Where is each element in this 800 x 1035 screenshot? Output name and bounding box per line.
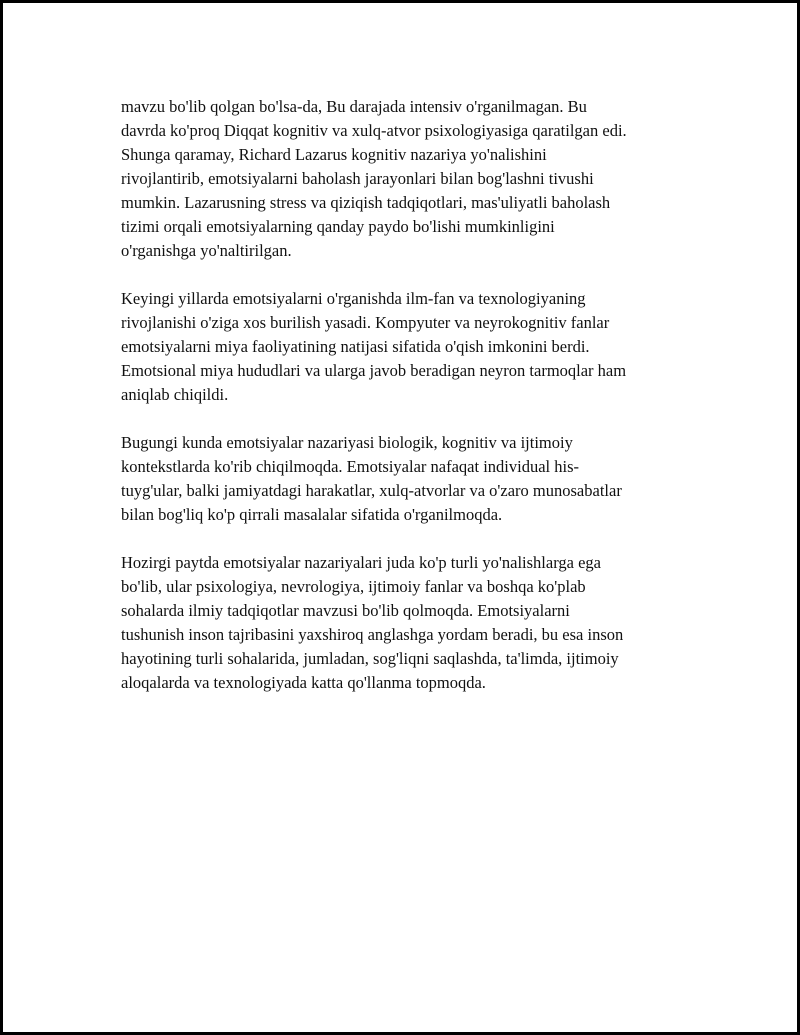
text-line: bilan bog'liq ko'p qirrali masalalar sifatida o'rganilmoqda. [121,505,503,524]
document-body [121,95,701,719]
text-line: rivojlanishi o'ziga xos burilish yasadi. Kompyuter va neyrokognitiv fanlar [121,313,610,332]
text-line: kontekstlarda ko'rib chiqilmoqda. Emotsiyalar nafaqat individual his- [121,457,579,476]
text-line: tuyg'ular, balki jamiyatdagi harakatlar, xulq-atvorlar va o'zaro munosabatlar [121,481,622,500]
text-line: aloqalarda va texnologiyada katta qo'llanma topmoqda. [121,673,486,692]
text-line: bo'lib, ular psixologiya, nevrologiya, ijtimoiy fanlar va boshqa ko'plab [121,577,586,596]
text-line: hayotining turli sohalarida, jumladan, sog'liqni saqlashda, ta'limda, ijtimoiy [121,649,619,668]
text-line: rivojlantirib, emotsiyalarni baholash jarayonlari bilan bog'lashni tivushi [121,169,594,188]
text-line: tushunish inson tajribasini yaxshiroq anglashga yordam beradi, bu esa inson [121,625,624,644]
text-line: mumkin. Lazarusning stress va qiziqish tadqiqotlari, mas'uliyatli baholash [121,193,611,212]
text-line: emotsiyalarni miya faoliyatining natijasi sifatida o'qish imkonini berdi. [121,337,590,356]
text-line: davrda ko'proq Diqqat kognitiv va xulq-atvor psixologiyasiga qaratilgan edi. [121,121,627,140]
paragraph-4 [121,551,701,695]
text-line: sohalarda ilmiy tadqiqotlar mavzusi bo'lib qolmoqda. Emotsiyalarni [121,601,570,620]
text-line: Bugungi kunda emotsiyalar nazariyasi biologik, kognitiv va ijtimoiy [121,433,573,452]
text-line: Keyingi yillarda emotsiyalarni o'rganishda ilm-fan va texnologiyaning [121,289,586,308]
paragraph-2 [121,287,701,407]
text-line: o'rganishga yo'naltirilgan. [121,241,292,260]
paragraph-1 [121,95,701,263]
text-line: tizimi orqali emotsiyalarning qanday paydo bo'lishi mumkinligini [121,217,555,236]
text-line: mavzu bo'lib qolgan bo'lsa-da, Bu darajada intensiv o'rganilmagan. Bu [121,97,587,116]
text-line: Hozirgi paytda emotsiyalar nazariyalari juda ko'p turli yo'nalishlarga ega [121,553,602,572]
text-line: Shunga qaramay, Richard Lazarus kognitiv nazariya yo'nalishini [121,145,547,164]
paragraph-3 [121,431,701,527]
text-line: aniqlab chiqildi. [121,385,229,404]
text-line: Emotsional miya hududlari va ularga javob beradigan neyron tarmoqlar ham [121,361,627,380]
